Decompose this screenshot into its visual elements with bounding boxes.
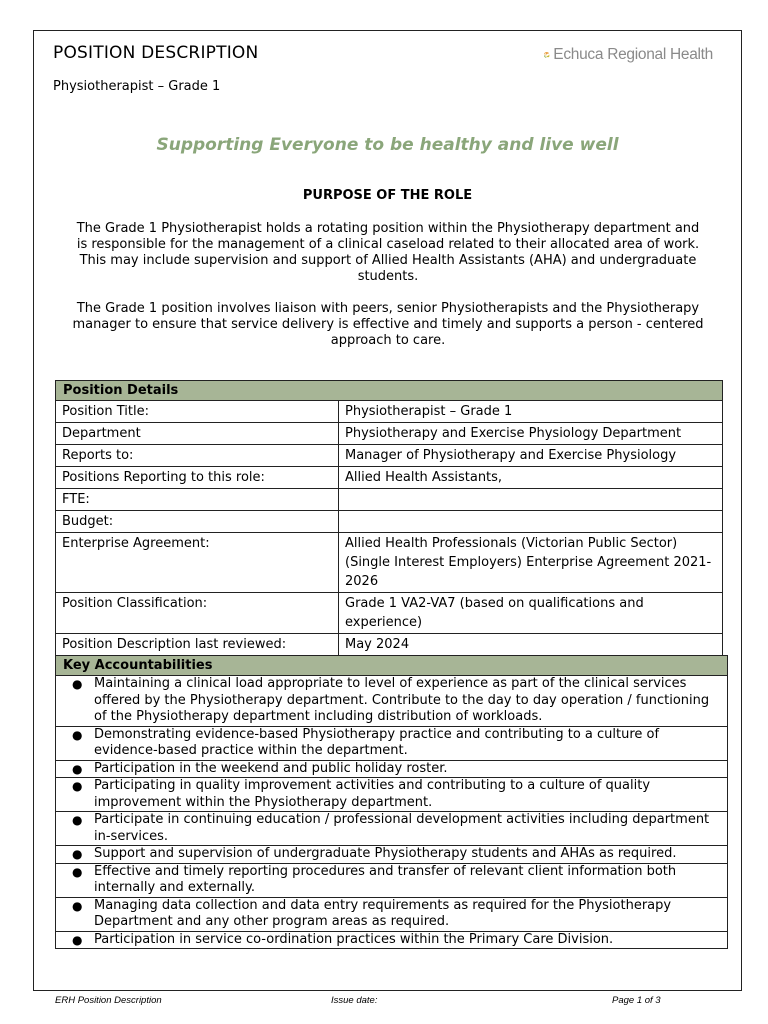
table-row xyxy=(56,593,723,634)
detail-label: Positions Reporting to this role: xyxy=(56,467,339,489)
position-details-heading: Position Details xyxy=(56,381,723,401)
list-item xyxy=(56,931,728,949)
detail-value: Allied Health Professionals (Victorian Public Sector) (Single Interest Employers) Enterprise Agreement 2021-2026 xyxy=(339,533,723,593)
bullet-icon: ● xyxy=(72,898,83,913)
purpose-paragraph-2: The Grade 1 position involves liaison with peers, senior Physiotherapists and the Physiotherapy manager to ensure that service delivery is effective and timely and supports a person - centered approach to care. xyxy=(72,301,704,348)
tagline: Supporting Everyone to be healthy and live well xyxy=(156,135,619,155)
detail-value: Physiotherapist – Grade 1 xyxy=(339,401,723,423)
detail-label: Position Classification: xyxy=(56,593,339,634)
detail-label: Budget: xyxy=(56,511,339,533)
detail-label: Enterprise Agreement: xyxy=(56,533,339,593)
detail-label: FTE: xyxy=(56,489,339,511)
detail-value: Physiotherapy and Exercise Physiology Department xyxy=(339,423,723,445)
bullet-icon: ● xyxy=(72,727,83,742)
document-title: POSITION DESCRIPTION xyxy=(53,43,259,63)
bullet-icon: ● xyxy=(72,813,83,827)
accountability-text: Effective and timely reporting procedures and transfer of relevant client information both internally and externally. xyxy=(94,863,677,895)
bullet-icon: ● xyxy=(72,779,83,793)
document-subtitle: Physiotherapist – Grade 1 xyxy=(53,79,221,94)
key-accountabilities-heading: Key Accountabilities xyxy=(56,656,728,676)
detail-label: Department xyxy=(56,423,339,445)
footer-issue-date: Issue date: xyxy=(331,995,378,1006)
list-item xyxy=(56,726,728,760)
list-item xyxy=(56,846,728,864)
table-row xyxy=(56,467,723,489)
accountability-text: Participate in continuing education / professional development activities including department in-services. xyxy=(94,812,710,844)
list-item xyxy=(56,676,728,727)
detail-label: Reports to: xyxy=(56,445,339,467)
leaf-swirl-logo-icon xyxy=(543,37,550,73)
bullet-icon: ● xyxy=(72,761,83,776)
table-row xyxy=(56,511,723,533)
detail-label: Position Title: xyxy=(56,401,339,423)
detail-value xyxy=(339,511,723,533)
detail-value: May 2024 xyxy=(339,634,723,656)
list-item xyxy=(56,863,728,897)
key-accountabilities-table xyxy=(55,655,728,949)
accountability-text: Participation in service co-ordination practices within the Primary Care Division. xyxy=(94,931,614,947)
accountability-text: Support and supervision of undergraduate Physiotherapy students and AHAs as required. xyxy=(94,846,677,861)
detail-label: Position Description last reviewed: xyxy=(56,634,339,656)
table-row xyxy=(56,489,723,511)
detail-value: Allied Health Assistants, xyxy=(339,467,723,489)
list-item xyxy=(56,778,728,812)
accountability-text: Participating in quality improvement activities and contributing to a culture of quality improvement within the Physiotherapy department. xyxy=(94,778,651,810)
purpose-heading: PURPOSE OF THE ROLE xyxy=(302,188,473,203)
position-details-table xyxy=(55,380,723,656)
list-item xyxy=(56,760,728,778)
list-item xyxy=(56,897,728,931)
bullet-icon: ● xyxy=(72,677,83,691)
table-row xyxy=(56,423,723,445)
bullet-icon: ● xyxy=(72,847,83,861)
table-row xyxy=(56,634,723,656)
footer-document-name: ERH Position Description xyxy=(55,995,162,1006)
detail-value: Manager of Physiotherapy and Exercise Physiology xyxy=(339,445,723,467)
table-row xyxy=(56,533,723,593)
accountability-text: Participation in the weekend and public holiday roster. xyxy=(94,760,448,776)
logo-text: Echuca Regional Health xyxy=(553,46,713,63)
purpose-paragraph-1: The Grade 1 Physiotherapist holds a rotating position within the Physiotherapy department and is responsible for the management of a clinical caseload related to their allocated area of work. This may include supervision and support of Allied Health Assistants (AHA) and undergraduate students. xyxy=(76,221,700,284)
organisation-logo xyxy=(543,36,713,74)
table-row xyxy=(56,445,723,467)
list-item xyxy=(56,812,728,846)
detail-value xyxy=(339,489,723,511)
table-row xyxy=(56,401,723,423)
footer-page-number: Page 1 of 3 xyxy=(612,995,661,1006)
bullet-icon: ● xyxy=(72,932,83,947)
accountability-text: Managing data collection and data entry requirements as required for the Physiotherapy Department and any other program areas as required. xyxy=(94,897,672,929)
bullet-icon: ● xyxy=(72,864,83,879)
detail-value: Grade 1 VA2-VA7 (based on qualifications and experience) xyxy=(339,593,723,634)
accountability-text: Maintaining a clinical load appropriate to level of experience as part of the clinical services offered by the Physiotherapy department. Contribute to the day to day operation / functioning of the Physiotherapy department including distribution of workloads. xyxy=(94,676,710,724)
accountability-text: Demonstrating evidence-based Physiotherapy practice and contributing to a culture of evidence-based practice within the department. xyxy=(94,726,660,758)
